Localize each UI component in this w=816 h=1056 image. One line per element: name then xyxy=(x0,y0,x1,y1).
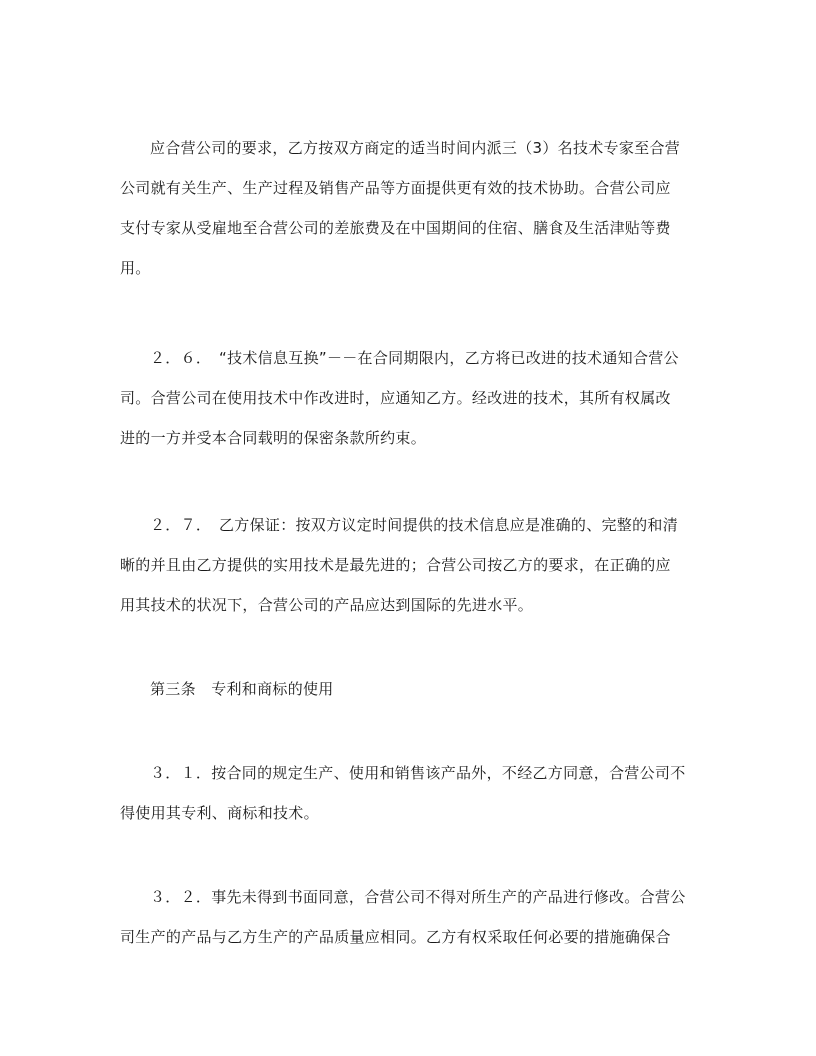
clause-2-6-line: ２．６． “技术信息互换”－－在合同期限内，乙方将已改进的技术通知合营公 xyxy=(150,349,679,367)
clause-3-2-line: 司生产的产品与乙方生产的产品质量应相同。乙方有权采取任何必要的措施确保合 xyxy=(120,928,671,946)
paragraph-line: 应合营公司的要求，乙方按双方商定的适当时间内派三（3）名技术专家至合营 xyxy=(150,139,681,157)
clause-2-6-line: 进的一方并受本合同载明的保密条款所约束。 xyxy=(120,429,427,447)
paragraph-line: 公司就有关生产、生产过程及销售产品等方面提供更有效的技术协助。合营公司应 xyxy=(120,179,671,197)
clause-2-7-line: ２．７． 乙方保证：按双方议定时间提供的技术信息应是准确的、完整的和清 xyxy=(150,516,679,534)
paragraph-line: 用。 xyxy=(120,259,151,277)
clause-2-6-line: 司。合营公司在使用技术中作改进时，应通知乙方。经改进的技术，其所有权属改 xyxy=(120,389,671,407)
clause-3-2-line: ３．２．事先未得到书面同意，合营公司不得对所生产的产品进行修改。合营公 xyxy=(150,888,686,906)
clause-2-7-line: 用其技术的状况下，合营公司的产品应达到国际的先进水平。 xyxy=(120,596,534,614)
clause-3-1-line: ３．１．按合同的规定生产、使用和销售该产品外，不经乙方同意，合营公司不 xyxy=(150,764,686,782)
paragraph-line: 支付专家从受雇地至合营公司的差旅费及在中国期间的住宿、膳食及生活津贴等费 xyxy=(120,219,671,237)
clause-3-1-line: 得使用其专利、商标和技术。 xyxy=(120,804,319,822)
article-3-heading: 第三条 专利和商标的使用 xyxy=(150,680,334,698)
clause-2-7-line: 晰的并且由乙方提供的实用技术是最先进的；合营公司按乙方的要求，在正确的应 xyxy=(120,556,671,574)
